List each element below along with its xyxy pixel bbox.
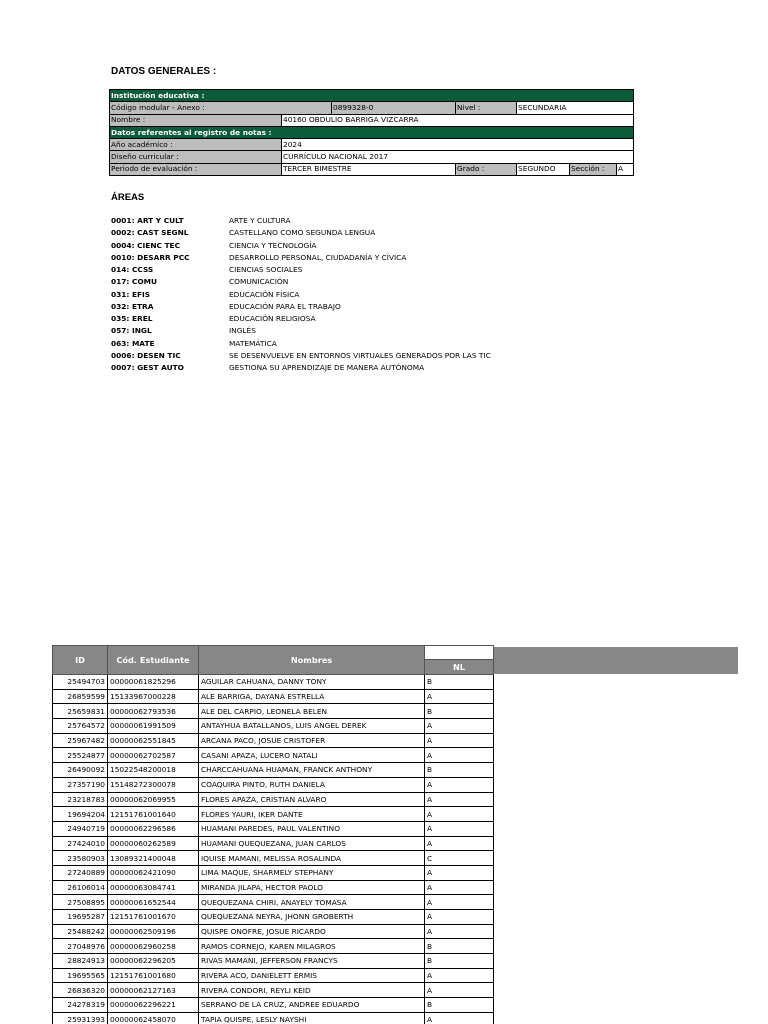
student-name: LIMA MAQUE, SHARMELY STEPHANY <box>199 865 425 880</box>
student-nl: A <box>425 865 494 880</box>
table-row <box>53 704 494 719</box>
student-code: 00000062960258 <box>108 939 199 954</box>
student-nl: A <box>425 836 494 851</box>
student-name: RIVERA CONDORI, REYLI KEID <box>199 983 425 998</box>
area-name: DESARROLLO PERSONAL, CIUDADANÍA Y CÍVICA <box>229 252 407 262</box>
codigo-label: Código modular - Anexo : <box>110 102 332 114</box>
diseno-label: Diseño curricular : <box>110 151 282 163</box>
student-code: 00000062793536 <box>108 704 199 719</box>
table-row <box>53 807 494 822</box>
area-code: 032: ETRA <box>111 301 154 311</box>
area-item <box>111 264 631 276</box>
student-nl: A <box>425 792 494 807</box>
student-nl: A <box>425 895 494 910</box>
student-nl: A <box>425 910 494 925</box>
student-name: ARCANA PACO, JOSUE CRISTOFER <box>199 733 425 748</box>
student-code: 00000061825296 <box>108 675 199 690</box>
area-code: 0006: DESEN TIC <box>111 350 181 360</box>
area-name: MATEMÁTICA <box>229 338 277 348</box>
area-code: 063: MATE <box>111 338 155 348</box>
area-item <box>111 276 631 288</box>
student-nl: A <box>425 821 494 836</box>
table-row <box>53 821 494 836</box>
table-row <box>53 865 494 880</box>
table-row <box>53 1012 494 1024</box>
student-id: 25494703 <box>53 675 108 690</box>
student-name: ALE BARRIGA, DAYANA ESTRELLA <box>199 689 425 704</box>
table-row <box>53 689 494 704</box>
student-id: 26106014 <box>53 880 108 895</box>
seccion-value: A <box>617 163 634 175</box>
institution-header: Institución educativa : <box>110 90 634 102</box>
students-table <box>52 645 494 1024</box>
area-name: CIENCIAS SOCIALES <box>229 265 303 274</box>
student-id: 19695287 <box>53 910 108 925</box>
student-code: 00000062069955 <box>108 792 199 807</box>
codigo-value: 0899328-0 <box>332 102 456 114</box>
student-id: 27240889 <box>53 865 108 880</box>
student-id: 19694204 <box>53 807 108 822</box>
area-item <box>111 289 631 301</box>
table-row <box>53 733 494 748</box>
students-table-body <box>53 675 494 1024</box>
seccion-label: Sección : <box>570 163 617 175</box>
table-row <box>53 719 494 734</box>
student-id: 28824913 <box>53 954 108 969</box>
student-id: 26859599 <box>53 689 108 704</box>
col-header-cod: Cód. Estudiante <box>108 646 199 675</box>
table-row <box>53 998 494 1013</box>
student-id: 27048976 <box>53 939 108 954</box>
student-name: MIRANDA JILAPA, HECTOR PAOLO <box>199 880 425 895</box>
student-nl: B <box>425 954 494 969</box>
area-code: 0007: GEST AUTO <box>111 363 184 372</box>
student-id: 25659831 <box>53 704 108 719</box>
area-item <box>111 215 631 227</box>
nivel-value: SECUNDARIA <box>517 102 634 114</box>
student-nl: B <box>425 763 494 778</box>
student-name: AGUILAR CAHUANA, DANNY TONY <box>199 675 425 690</box>
student-code: 00000062296586 <box>108 821 199 836</box>
student-nl: A <box>425 689 494 704</box>
student-id: 25967482 <box>53 733 108 748</box>
page-title: DATOS GENERALES : <box>111 66 217 77</box>
table-row <box>53 939 494 954</box>
area-code: 057: INGL <box>111 326 152 336</box>
table-row <box>53 880 494 895</box>
periodo-label: Periodo de evaluación : <box>110 163 282 175</box>
student-nl: A <box>425 748 494 763</box>
student-nl: A <box>425 807 494 822</box>
student-name: FLORES APAZA, CRISTIAN ALVARO <box>199 792 425 807</box>
table-row <box>53 895 494 910</box>
area-code: 0002: CAST SEGNL <box>111 228 189 238</box>
student-code: 00000063084741 <box>108 880 199 895</box>
area-item <box>111 301 631 313</box>
student-name: RAMOS CORNEJO, KAREN MILAGROS <box>199 939 425 954</box>
table-row <box>53 748 494 763</box>
table-row <box>53 924 494 939</box>
areas-title: ÁREAS <box>111 192 145 203</box>
student-code: 00000062458070 <box>108 1012 199 1024</box>
table-row <box>53 675 494 690</box>
student-name: COAQUIRA PINTO, RUTH DANIELA <box>199 777 425 792</box>
student-code: 00000062421090 <box>108 865 199 880</box>
area-code: 0001: ART Y CULT <box>111 216 184 225</box>
area-code: 0004: CIENC TEC <box>111 240 181 250</box>
student-code: 12151761001640 <box>108 807 199 822</box>
area-item <box>111 362 631 374</box>
table-row <box>53 851 494 866</box>
student-name: RIVAS MAMANI, JEFFERSON FRANCYS <box>199 954 425 969</box>
student-id: 24278319 <box>53 998 108 1013</box>
diseno-value: CURRÍCULO NACIONAL 2017 <box>282 151 634 163</box>
grid-header-band <box>493 647 738 674</box>
area-name: CASTELLANO COMO SEGUNDA LENGUA <box>229 228 376 238</box>
table-row <box>53 777 494 792</box>
student-name: SERRANO DE LA CRUZ, ANDREE EDUARDO <box>199 998 425 1013</box>
area-name: CIENCIA Y TECNOLOGÍA <box>229 240 317 250</box>
area-name: SE DESENVUELVE EN ENTORNOS VIRTUALES GENERADOS POR LAS TIC <box>229 350 491 360</box>
student-nl: A <box>425 1012 494 1024</box>
student-id: 25524877 <box>53 748 108 763</box>
anio-label: Año académico : <box>110 139 282 151</box>
area-item <box>111 325 631 337</box>
area-code: 014: CCSS <box>111 265 154 274</box>
student-code: 12151761001670 <box>108 910 199 925</box>
area-name: GESTIONA SU APRENDIZAJE DE MANERA AUTÓNOMA <box>229 363 425 372</box>
table-row <box>53 836 494 851</box>
registro-header: Datos referentes al registro de notas : <box>110 126 634 138</box>
nivel-label: Nivel : <box>456 102 517 114</box>
student-nl: A <box>425 733 494 748</box>
student-code: 00000061991509 <box>108 719 199 734</box>
table-row <box>53 792 494 807</box>
student-id: 19695565 <box>53 968 108 983</box>
student-name: FLORES YAURI, IKER DANTE <box>199 807 425 822</box>
student-code: 15022548200018 <box>108 763 199 778</box>
student-name: QUEQUEZANA NEYRA, JHONN GROBERTH <box>199 910 425 925</box>
anio-value: 2024 <box>282 139 634 151</box>
student-id: 25764572 <box>53 719 108 734</box>
student-nl: A <box>425 719 494 734</box>
col-header-nombres: Nombres <box>199 646 425 675</box>
student-code: 00000062702587 <box>108 748 199 763</box>
student-nl: B <box>425 675 494 690</box>
student-id: 26836320 <box>53 983 108 998</box>
table-row <box>53 910 494 925</box>
student-name: HUAMANI PAREDES, PAUL VALENTINO <box>199 821 425 836</box>
table-row <box>53 763 494 778</box>
student-nl: A <box>425 924 494 939</box>
area-name: EDUCACIÓN PARA EL TRABAJO <box>229 301 341 311</box>
student-code: 00000062127163 <box>108 983 199 998</box>
areas-list <box>111 215 631 374</box>
student-id: 23218783 <box>53 792 108 807</box>
nombre-label: Nombre : <box>110 114 282 126</box>
col-header-nl-top <box>425 646 494 660</box>
student-id: 27424010 <box>53 836 108 851</box>
student-name: ALE DEL CARPIO, LEONELA BELEN <box>199 704 425 719</box>
student-name: TAPIA QUISPE, LESLY NAYSHI <box>199 1012 425 1024</box>
student-nl: B <box>425 998 494 1013</box>
area-code: 031: EFIS <box>111 289 151 299</box>
student-code: 15148272300078 <box>108 777 199 792</box>
student-code: 00000060262589 <box>108 836 199 851</box>
student-code: 13089321400048 <box>108 851 199 866</box>
student-code: 12151761001680 <box>108 968 199 983</box>
student-id: 26490092 <box>53 763 108 778</box>
table-row <box>53 954 494 969</box>
periodo-value: TERCER BIMESTRE <box>282 163 456 175</box>
area-name: COMUNICACIÓN <box>229 277 289 287</box>
area-name: ARTE Y CULTURA <box>229 216 291 225</box>
student-nl: A <box>425 777 494 792</box>
student-id: 27357190 <box>53 777 108 792</box>
student-id: 27508895 <box>53 895 108 910</box>
student-nl: C <box>425 851 494 866</box>
area-item <box>111 252 631 264</box>
grado-value: SEGUNDO <box>517 163 570 175</box>
student-nl: A <box>425 968 494 983</box>
student-nl: B <box>425 939 494 954</box>
student-nl: B <box>425 704 494 719</box>
area-name: INGLÉS <box>229 326 256 336</box>
student-name: CHARCCAHUANA HUAMAN, FRANCK ANTHONY <box>199 763 425 778</box>
student-name: IQUISE MAMANI, MELISSA ROSALINDA <box>199 851 425 866</box>
student-name: QUEQUEZANA CHIRI, ANAYELY TOMASA <box>199 895 425 910</box>
area-item <box>111 313 631 325</box>
area-item <box>111 227 631 239</box>
student-id: 24940719 <box>53 821 108 836</box>
student-code: 00000062509196 <box>108 924 199 939</box>
student-code: 00000061652544 <box>108 895 199 910</box>
student-nl: A <box>425 983 494 998</box>
table-row <box>53 983 494 998</box>
area-code: 017: COMU <box>111 277 158 287</box>
area-name: EDUCACIÓN RELIGIOSA <box>229 314 316 323</box>
col-header-id: ID <box>53 646 108 675</box>
area-item <box>111 240 631 252</box>
student-name: CASANI APAZA, LUCERO NATALI <box>199 748 425 763</box>
table-row <box>53 968 494 983</box>
student-name: QUISPE ONOFRE, JOSUE RICARDO <box>199 924 425 939</box>
grado-label: Grado : <box>456 163 517 175</box>
student-name: ANTAYHUA BATALLANOS, LUIS ANGEL DEREK <box>199 719 425 734</box>
nombre-value: 40160 OBDULIO BARRIGA VIZCARRA <box>282 114 634 126</box>
student-code: 15133967000228 <box>108 689 199 704</box>
area-code: 0010: DESARR PCC <box>111 252 190 262</box>
student-code: 00000062296221 <box>108 998 199 1013</box>
student-nl: A <box>425 880 494 895</box>
student-id: 23580903 <box>53 851 108 866</box>
area-name: EDUCACIÓN FÍSICA <box>229 289 300 299</box>
student-code: 00000062296205 <box>108 954 199 969</box>
area-code: 035: EREL <box>111 314 153 323</box>
area-item <box>111 350 631 362</box>
general-info-table <box>109 89 634 176</box>
student-code: 00000062551845 <box>108 733 199 748</box>
area-item <box>111 338 631 350</box>
student-name: RIVERA ACO, DANIELETT ERMIS <box>199 968 425 983</box>
col-header-nl: NL <box>425 660 494 675</box>
student-name: HUAMANI QUEQUEZANA, JUAN CARLOS <box>199 836 425 851</box>
student-id: 25488242 <box>53 924 108 939</box>
student-id: 25931393 <box>53 1012 108 1024</box>
